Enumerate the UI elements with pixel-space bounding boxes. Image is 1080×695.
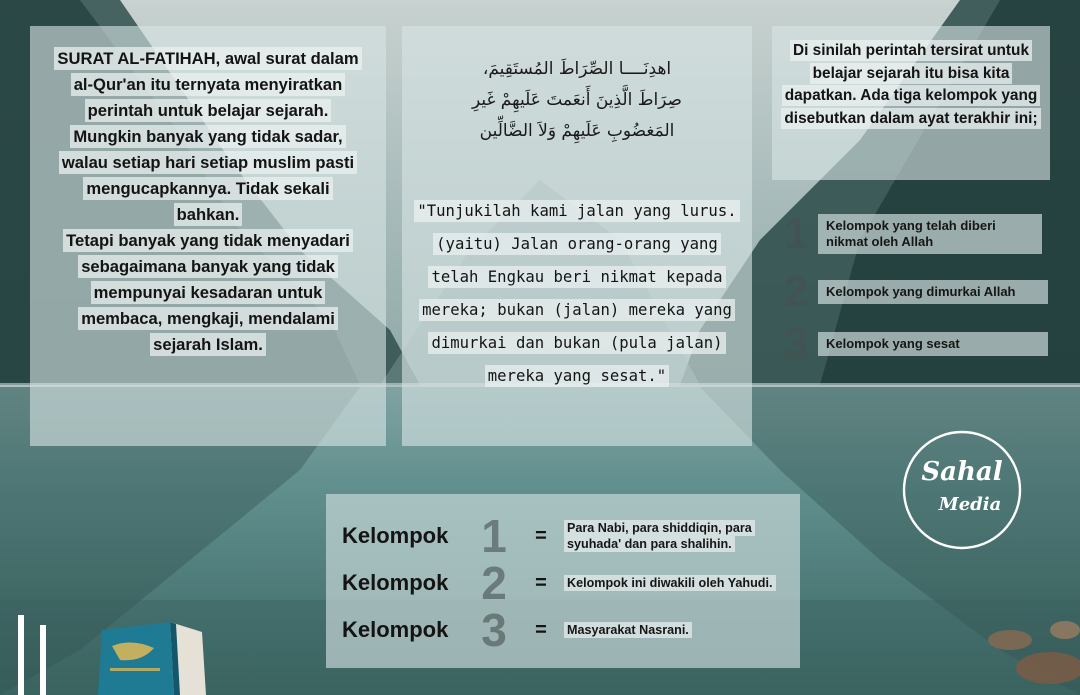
arabic-line-1: اهدِنَــــا الصِّرَاطَ المُستَقِيمَ، bbox=[482, 59, 672, 79]
intro-panel bbox=[30, 26, 386, 446]
arabic-line-3: المَغضُوبِ عَلَيهِمْ وَلاَ الضَّالِّين bbox=[479, 121, 675, 141]
sahal-media-logo-icon bbox=[900, 428, 1024, 552]
group-label: Kelompok yang telah diberi nikmat oleh Allah bbox=[818, 214, 1042, 254]
group-label: Kelompok yang dimurkai Allah bbox=[818, 280, 1048, 304]
book-illustration-icon bbox=[92, 618, 212, 695]
group-label: Kelompok yang sesat bbox=[818, 332, 1048, 356]
group-word: Kelompok bbox=[342, 523, 449, 548]
group-description: Masyarakat Nasrani. bbox=[564, 622, 790, 638]
logo-line-2: Media bbox=[938, 494, 1002, 515]
intro-paragraph-1: SURAT AL-FATIHAH, awal surat dalam al-Qur'an itu ternyata menyiratkan perintah untuk belajar sejarah. Mungkin banyak yang tidak sadar, walau setiap hari setiap muslim pasti mengucapkannya. Tidak sekali bahkan. bbox=[50, 46, 366, 228]
groups-explanation-panel bbox=[326, 494, 800, 668]
equals-sign: = bbox=[535, 524, 547, 547]
group-number: 2 bbox=[481, 557, 507, 609]
arabic-verse bbox=[414, 54, 740, 147]
group-explanation-row-2 bbox=[342, 557, 790, 609]
equals-sign: = bbox=[535, 571, 547, 594]
intro-paragraph-2: Tetapi banyak yang tidak menyadari sebagaimana banyak yang tidak mempunyai kesadaran untuk membaca, mengkaji, mendalami sejarah Islam. bbox=[50, 228, 366, 358]
arabic-line-2: صِرَاطَ الَّذِينَ أَنعَمتَ عَلَيهِمْ غَيرِ bbox=[471, 90, 682, 110]
group-description: Para Nabi, para shiddiqin, para syuhada' dan para shalihin. bbox=[564, 520, 790, 552]
explanation-text: Di sinilah perintah tersirat untuk belajar sejarah itu bisa kita dapatkan. Ada tiga kelompok yang disebutkan dalam ayat terakhir ini; bbox=[780, 40, 1042, 130]
group-item-2 bbox=[778, 267, 1048, 316]
decorative-bars-icon bbox=[16, 615, 56, 695]
verse-panel bbox=[402, 26, 752, 446]
group-explanation-row-3 bbox=[342, 604, 790, 656]
explanation-panel bbox=[772, 26, 1050, 180]
group-number: 3 bbox=[783, 319, 809, 368]
group-description: Kelompok ini diwakili oleh Yahudi. bbox=[564, 575, 790, 591]
group-item-1 bbox=[778, 209, 1042, 258]
equals-sign: = bbox=[535, 618, 547, 641]
group-word: Kelompok bbox=[342, 570, 449, 595]
group-number: 3 bbox=[481, 604, 507, 656]
group-number: 2 bbox=[783, 267, 809, 316]
group-word: Kelompok bbox=[342, 617, 449, 642]
logo-line-1: Sahal bbox=[921, 457, 1003, 487]
group-number: 1 bbox=[481, 510, 507, 562]
group-explanation-row-1 bbox=[342, 510, 790, 562]
group-number: 1 bbox=[783, 209, 809, 258]
verse-translation: "Tunjukilah kami jalan yang lurus. (yaitu) Jalan orang-orang yang telah Engkau beri nikmat kepada mereka; bukan (jalan) mereka yang dimurkai dan bukan (pula jalan) mereka yang sesat." bbox=[414, 195, 740, 393]
group-item-3 bbox=[778, 319, 1048, 368]
